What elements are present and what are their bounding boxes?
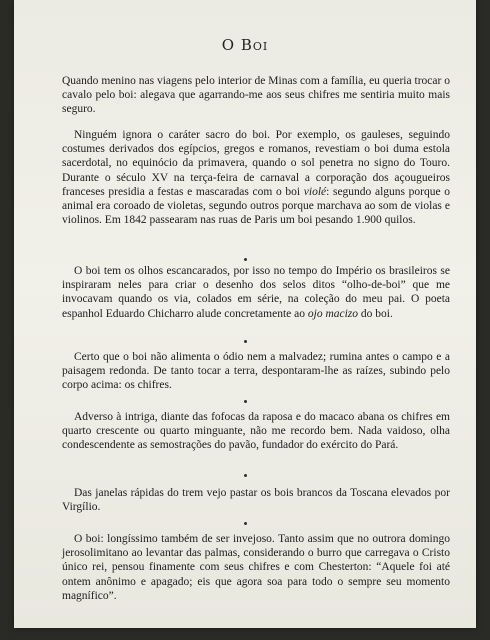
section-dot [244, 522, 247, 525]
paragraph-6: Das janelas rápidas do trem vejo pastar os bois brancos da Toscana elevados por Virgílio. [62, 487, 450, 514]
paragraph-2-tail: : segundo alguns porque o animal era coroado de violetas, segundo outros porque marchava ao som de violas e violinos. Em 1842 passearam nas ruas de Paris um boi pesando 1.900 quilos. [62, 185, 450, 227]
paragraph-4: Certo que o boi não alimenta o ódio nem a malvadez; rumina antes o campo e a paisagem redonda. De tanto tocar a terra, despontaram-lhe as raízes, subindo pelo corpo acima: os chifres. [62, 351, 450, 392]
section-dot [244, 340, 247, 343]
paragraph-3-tail: do boi. [358, 307, 393, 320]
book-page [14, 0, 476, 628]
page-title: O Boi [221, 36, 269, 54]
paragraph-1: Quando menino nas viagens pelo interior de Minas com a família, eu queria trocar o cavalo pelo boi: alegava que agarrando-me aos seus chifres me sentiria muito mais seguro. [62, 75, 450, 116]
paragraph-3-italic: ojo macizo [307, 307, 359, 320]
paragraph-5: Adverso à intriga, diante das fofocas da raposa e do macaco abana os chifres em quarto crescente ou quarto minguante, não me recordo bem. Nada vaidoso, olha condescendente as semostrações do pavão, fundador do exército do Pará. [62, 411, 450, 452]
section-dot [244, 258, 247, 261]
paragraph-3 [62, 264, 450, 321]
paragraph-3-text: O boi tem os olhos escancarados, por isso no tempo do Império os brasileiros se inspiraram neles para criar o desenho dos selos ditos “olho-de-boi” que me invocavam quando os via, colados em série, na coleção do meu pai. O poeta espanhol Eduardo Chicharro alude concretamente ao [62, 265, 450, 320]
section-dot [244, 474, 247, 477]
paragraph-2-text: Ninguém ignora o caráter sacro do boi. Por exemplo, os gauleses, seguindo costumes derivados dos egípcios, gregos e romanos, revestiam o boi duma estola sacerdotal, no equinócio da primavera, quando o sol penetra no signo do Touro. Durante o século XV na terça-feira de carnaval a corporação dos açougueiros franceses presidia a festas e mascaradas com o boi [62, 129, 450, 198]
paragraph-7: O boi: longíssimo também de ser invejoso. Tanto assim que no outrora domingo jerosolimitano ao levantar das palmas, considerando o burro que carregava o Cristo único rei, pensou finamente com seus chifres e com Chesterton: “Aquele foi até ontem anônimo e apagado; eis que agora soa para todo o sempre seu momento magnífico”. [62, 533, 450, 602]
paragraph-2 [62, 128, 450, 227]
paragraph-2-italic: violé [303, 185, 327, 198]
section-dot [244, 400, 247, 403]
